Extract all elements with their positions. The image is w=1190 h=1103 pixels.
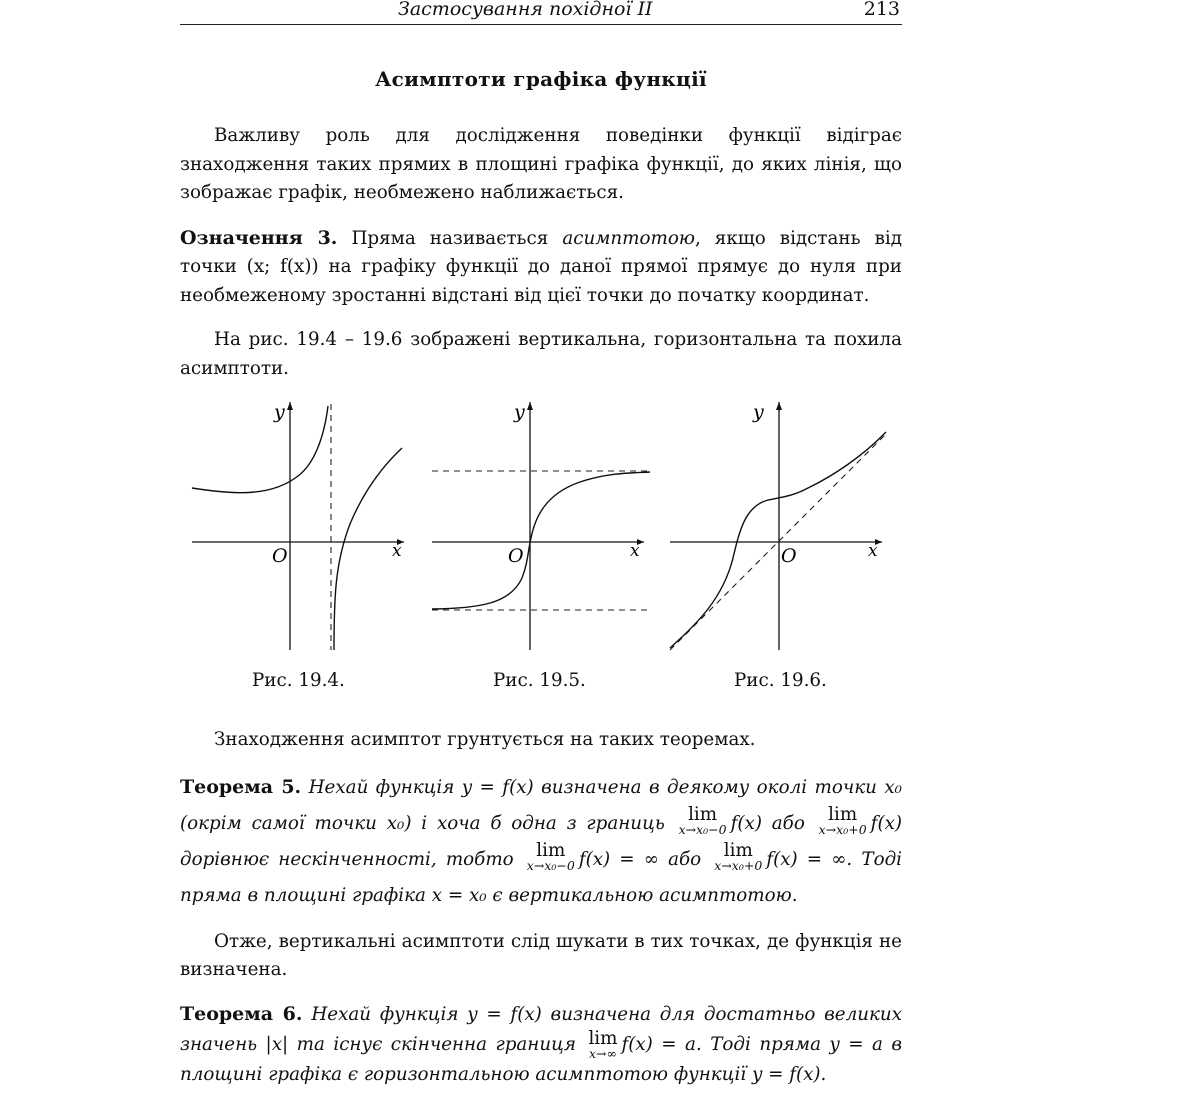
fx: f(x) [730, 812, 762, 834]
curve-left-branch [192, 406, 328, 493]
lim-word: lim [536, 839, 566, 861]
page [180, 0, 902, 383]
origin-label: O [272, 545, 288, 567]
lim-sub: x→x₀+0 [818, 821, 867, 837]
y-label: y [514, 401, 525, 423]
page-lower [180, 726, 902, 1090]
figure-19-5 [430, 398, 652, 658]
theorem-5 [180, 769, 902, 914]
figures-row [190, 398, 890, 698]
curve [432, 472, 650, 609]
or-word: або [771, 812, 805, 834]
definition-label: Означення 3. [180, 226, 338, 249]
y-label: y [753, 401, 764, 423]
figures-intro: На рис. 19.4 – 19.6 зображені вертикальна, горизонтальна та похила асимптоти. [180, 329, 902, 379]
limit-right-2 [714, 839, 763, 873]
y-arrow [527, 402, 533, 410]
limit-right [818, 803, 867, 837]
theorem-5-text-1: Нехай функція y = f(x) визначена в деякому околі точки x₀ (окрім самої точки x₀) і хоча б одна з границь [180, 776, 903, 834]
or-word: або [668, 848, 702, 870]
eq-a: f(x) = a. [621, 1033, 702, 1055]
intro-paragraph: Важливу роль для дослідження поведінки функції відіграє знаходження таких прямих в площині графіка функції, до яких лінія, що зображає графік, необмежено наближається. [180, 125, 902, 203]
x-label: x [630, 541, 640, 561]
x-label: x [868, 541, 878, 561]
theorem-5-text-2: дорівнює нескінченності, тобто [180, 848, 514, 870]
figure-19-6 [668, 398, 890, 658]
lim-word: lim [723, 839, 753, 861]
lim-word: lim [588, 1027, 618, 1049]
section-title: Асимптоти графіка функції [375, 67, 707, 91]
theorem-6-text-1: Нехай функція y = f(x) визначена для достатньо великих значень |x| та існує скінченна границя [180, 1003, 902, 1055]
limit-left [678, 803, 727, 837]
definition-pre: Пряма називається [351, 227, 549, 249]
definition-term: асимптотою [562, 227, 695, 249]
lim-sub: x→x₀+0 [714, 857, 763, 873]
theorem-6-text-2: Тоді пряма y = a в площині графіка є горизонтальною асимптотою функції y = f(x). [180, 1033, 902, 1085]
y-arrow [287, 402, 293, 410]
page-number: 213 [863, 0, 900, 20]
limit-left-2 [526, 839, 575, 873]
lim-sub: x→∞ [588, 1045, 617, 1061]
limit-inf [588, 1027, 618, 1061]
curve [670, 432, 886, 648]
eq-inf-end: f(x) = ∞. [766, 848, 853, 870]
figure-caption-3: Рис. 19.6. [734, 670, 827, 691]
theorems-intro: Знаходження асимптот грунтується на таких теоремах. [214, 729, 756, 750]
definition-paragraph [180, 224, 902, 311]
theorem-6 [180, 999, 902, 1090]
lim-word: lim [828, 803, 858, 825]
eq-inf: f(x) = ∞ [578, 848, 659, 870]
y-label: y [274, 401, 285, 423]
theorem-6-label: Теорема 6. [180, 1002, 303, 1025]
figure-19-4 [190, 398, 410, 658]
figure-caption-2: Рис. 19.5. [493, 670, 586, 691]
running-header [180, 0, 902, 25]
lim-word: lim [688, 803, 718, 825]
theorem-5-label: Теорема 5. [180, 775, 302, 798]
after-theorem-5: Отже, вертикальні асимптоти слід шукати в тих точках, де функція не визначена. [180, 930, 902, 980]
y-arrow [776, 402, 782, 410]
origin-label: O [781, 545, 797, 567]
x-label: x [392, 541, 402, 561]
origin-label: O [508, 545, 524, 567]
theorem-5-text-3: Тоді пряма в площині графіка x = x₀ є вертикальною асимптотою. [180, 848, 903, 906]
running-title: Застосування похідної II [398, 0, 653, 20]
figure-caption-1: Рис. 19.4. [252, 670, 345, 691]
definition-post: , якщо відстань від точки (x; f(x)) на графіку функції до даної прямої прямує до нуля при необмеженому зростанні відстані від цієї точки до початку координат. [180, 227, 902, 306]
fx: f(x) [870, 812, 903, 834]
lim-sub: x→x₀−0 [526, 857, 575, 873]
lim-sub: x→x₀−0 [678, 821, 727, 837]
